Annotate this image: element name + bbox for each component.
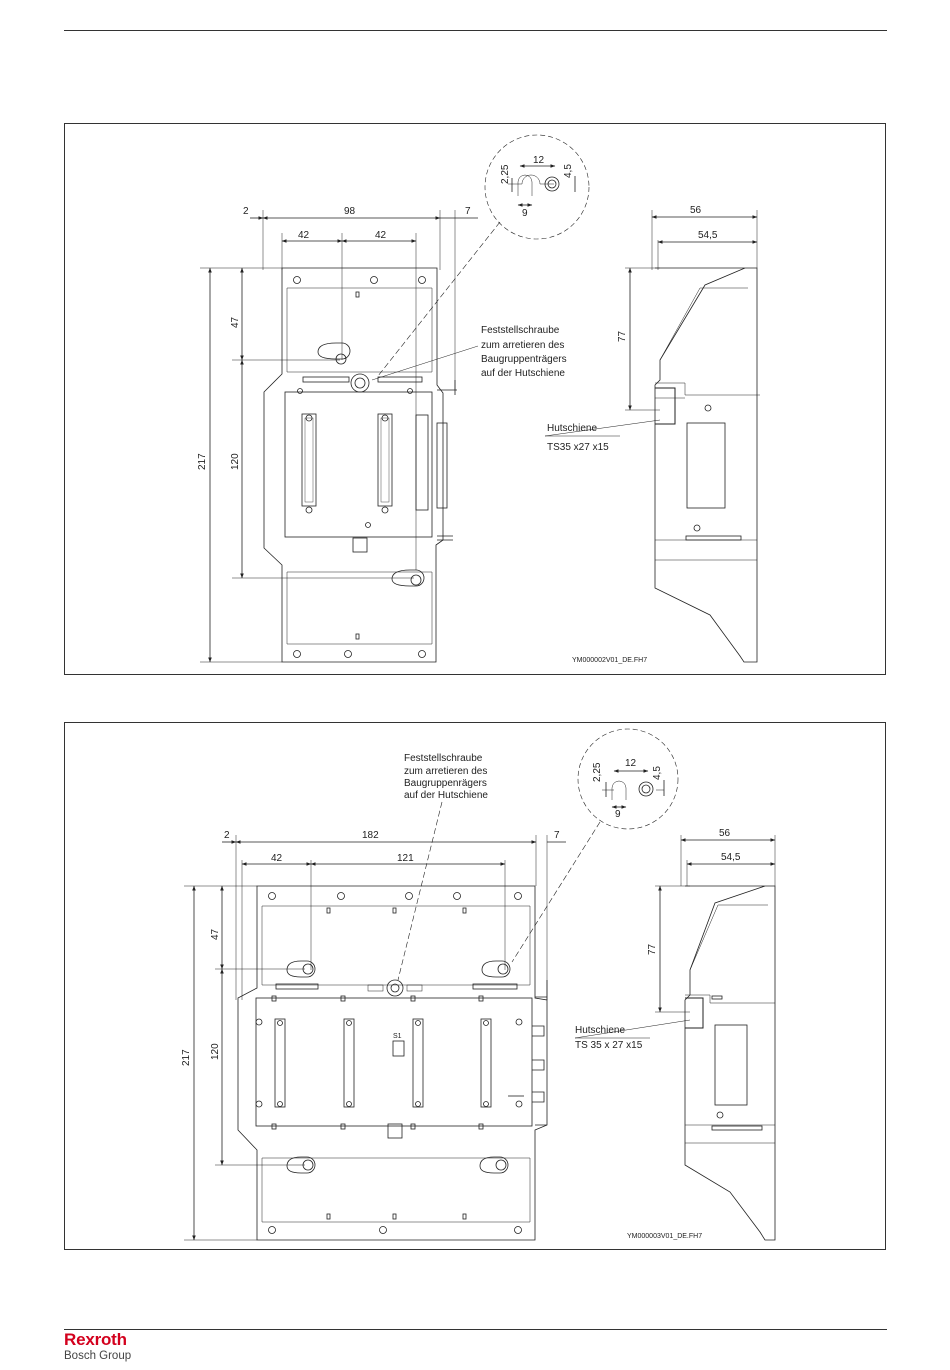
switch-label: S1 <box>393 1033 402 1040</box>
dim-54-5: 54,5 <box>721 852 741 863</box>
dim-42-left: 42 <box>298 230 310 241</box>
dim-121: 121 <box>397 853 414 864</box>
screw-callout-line-3: Baugruppenrägers <box>404 778 487 789</box>
detail-dim-9: 9 <box>522 208 528 219</box>
screw-callout-line-4: auf der Hutschiene <box>481 368 565 379</box>
brand-name: Rexroth <box>64 1330 127 1349</box>
dim-98: 98 <box>344 206 356 217</box>
screw-callout-line-4: auf der Hutschiene <box>404 790 488 801</box>
screw-callout-line-1: Feststellschraube <box>404 753 483 764</box>
dim-7: 7 <box>465 206 471 217</box>
dim-77: 77 <box>617 330 628 342</box>
dim-54-5: 54,5 <box>698 230 718 241</box>
rail-callout-line-2: TS 35 x 27 x15 <box>575 1040 643 1051</box>
drawing2-front-view <box>184 729 775 1240</box>
rail-callout-line-1: Hutschiene <box>547 423 598 434</box>
drawing1-labels <box>197 155 718 664</box>
dim-7: 7 <box>554 830 560 841</box>
dim-2: 2 <box>243 206 249 217</box>
detail-dim-12: 12 <box>625 758 637 769</box>
detail-dim-4-5: 4,5 <box>652 766 663 780</box>
screw-callout-line-2: zum arretieren des <box>404 766 488 777</box>
dim-42-right: 42 <box>375 230 387 241</box>
dim-56: 56 <box>719 828 731 839</box>
detail-dim-4-5: 4,5 <box>563 164 574 178</box>
screw-callout-line-3: Baugruppenträgers <box>481 354 567 365</box>
brand-group: Bosch Group <box>64 1350 132 1362</box>
detail-dim-2-25: 2,25 <box>592 762 603 782</box>
rexroth-logo <box>64 1331 131 1363</box>
detail-dim-2-25: 2,25 <box>500 164 511 184</box>
dim-77: 77 <box>647 943 658 955</box>
screw-callout-line-2: zum arretieren des <box>481 340 565 351</box>
dim-217: 217 <box>197 453 208 470</box>
screw-callout-line-1: Feststellschraube <box>481 325 560 336</box>
drawing1-front-view <box>200 135 760 662</box>
dim-2: 2 <box>224 830 230 841</box>
dim-120: 120 <box>210 1043 221 1060</box>
drawing-reference: YM000003V01_DE.FH7 <box>627 1233 703 1240</box>
drawing2-labels <box>181 753 741 1240</box>
dim-120: 120 <box>230 453 241 470</box>
footer-rule <box>64 1329 887 1330</box>
rail-callout-line-1: Hutschiene <box>575 1025 626 1036</box>
dim-56: 56 <box>690 205 702 216</box>
detail-dim-12: 12 <box>533 155 545 166</box>
drawing-reference: YM000002V01_DE.FH7 <box>572 657 648 664</box>
dim-47: 47 <box>230 316 241 328</box>
dim-217: 217 <box>181 1049 192 1066</box>
dim-47: 47 <box>210 928 221 940</box>
detail-dim-9: 9 <box>615 809 621 820</box>
dim-182: 182 <box>362 830 379 841</box>
dim-42: 42 <box>271 853 283 864</box>
rail-callout-line-2: TS35 x27 x15 <box>547 442 609 453</box>
